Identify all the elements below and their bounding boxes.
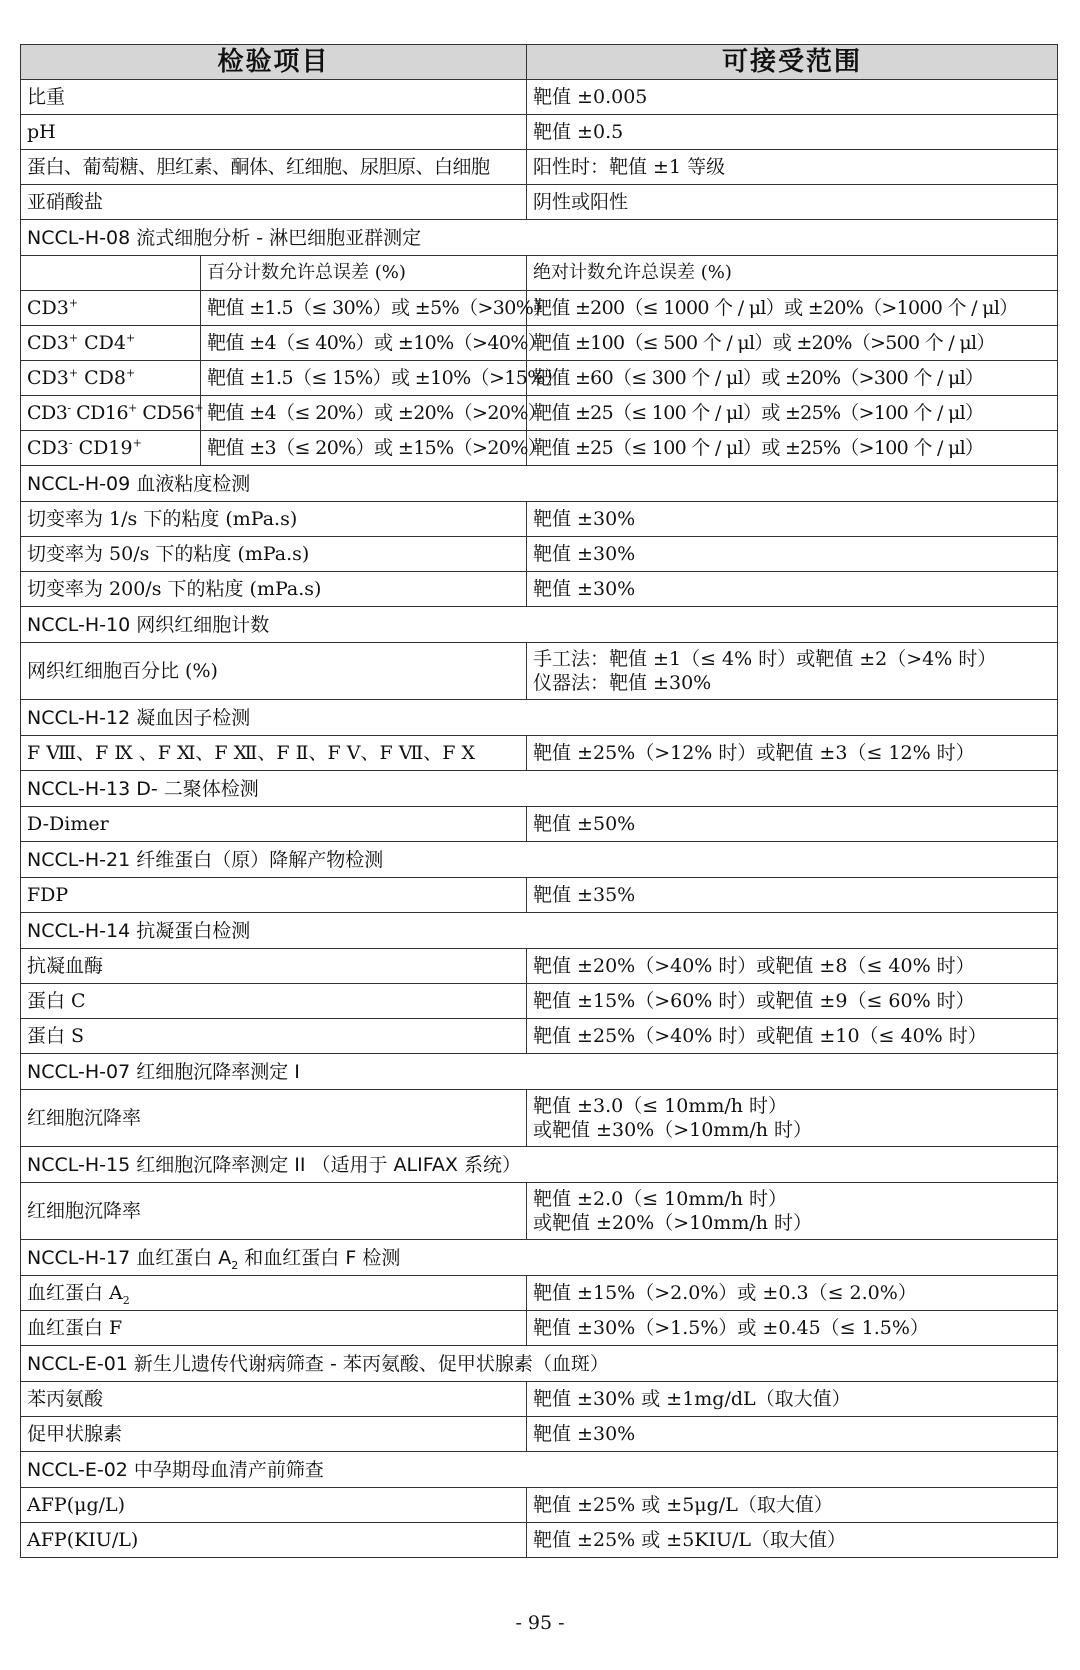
table-row bbox=[21, 502, 1058, 537]
table-row bbox=[21, 291, 1058, 326]
table-row bbox=[21, 1523, 1058, 1558]
absolute-range-cell: 靶值 ±25（≤ 100 个 / μl）或 ±25%（>100 个 / μl） bbox=[527, 431, 1058, 466]
subheader-absolute-error: 绝对计数允许总误差 (%) bbox=[527, 256, 1058, 291]
section-title-h09: NCCL-H-09 血液粘度检测 bbox=[21, 466, 1058, 502]
percent-range-cell: 靶值 ±4（≤ 20%）或 ±20%（>20%） bbox=[201, 396, 527, 431]
table-row bbox=[21, 1382, 1058, 1417]
acceptance-range-table bbox=[20, 44, 1058, 1558]
item-cell: pH bbox=[21, 115, 527, 150]
section-title-row bbox=[21, 1346, 1058, 1382]
marker-cell: CD3- CD19+ bbox=[21, 431, 201, 466]
item-cell: 血红蛋白 F bbox=[21, 1311, 527, 1346]
section-title-row bbox=[21, 607, 1058, 643]
section-title-h10: NCCL-H-10 网织红细胞计数 bbox=[21, 607, 1058, 643]
section-title-e02: NCCL-E-02 中孕期母血清产前筛查 bbox=[21, 1452, 1058, 1488]
item-cell: 蛋白 S bbox=[21, 1019, 527, 1054]
item-cell: 红细胞沉降率 bbox=[21, 1183, 527, 1240]
subheader-percent-error: 百分计数允许总误差 (%) bbox=[201, 256, 527, 291]
section-title-row bbox=[21, 771, 1058, 807]
section-title-h14: NCCL-H-14 抗凝蛋白检测 bbox=[21, 913, 1058, 949]
table-row bbox=[21, 878, 1058, 913]
range-cell bbox=[527, 643, 1058, 700]
item-cell: FDP bbox=[21, 878, 527, 913]
item-cell: 红细胞沉降率 bbox=[21, 1090, 527, 1147]
percent-range-cell: 靶值 ±1.5（≤ 15%）或 ±10%（>15%） bbox=[201, 361, 527, 396]
section-title-row bbox=[21, 700, 1058, 736]
header-test-item: 检验项目 bbox=[21, 45, 527, 80]
table-row bbox=[21, 643, 1058, 700]
table-row bbox=[21, 1488, 1058, 1523]
absolute-range-cell: 靶值 ±200（≤ 1000 个 / μl）或 ±20%（>1000 个 / μl） bbox=[527, 291, 1058, 326]
header-acceptable-range: 可接受范围 bbox=[527, 45, 1058, 80]
range-line: 手工法：靶值 ±1（≤ 4% 时）或靶值 ±2（>4% 时） bbox=[533, 648, 997, 670]
item-cell: AFP(μg/L) bbox=[21, 1488, 527, 1523]
section-title-row bbox=[21, 466, 1058, 502]
range-cell: 靶值 ±15%（>2.0%）或 ±0.3（≤ 2.0%） bbox=[527, 1276, 1058, 1311]
section-title-row bbox=[21, 913, 1058, 949]
section-title-row bbox=[21, 842, 1058, 878]
table-row bbox=[21, 572, 1058, 607]
section-title-h07: NCCL-H-07 红细胞沉降率测定 I bbox=[21, 1054, 1058, 1090]
table-row bbox=[21, 1090, 1058, 1147]
item-cell: 亚硝酸盐 bbox=[21, 185, 527, 220]
percent-range-cell: 靶值 ±4（≤ 40%）或 ±10%（>40%） bbox=[201, 326, 527, 361]
range-cell: 靶值 ±30% 或 ±1mg/dL（取大值） bbox=[527, 1382, 1058, 1417]
range-cell: 靶值 ±35% bbox=[527, 878, 1058, 913]
range-cell: 靶值 ±0.5 bbox=[527, 115, 1058, 150]
range-line: 靶值 ±2.0（≤ 10mm/h 时） bbox=[533, 1188, 788, 1210]
section-title-h08: NCCL-H-08 流式细胞分析 - 淋巴细胞亚群测定 bbox=[21, 220, 1058, 256]
range-cell: 靶值 ±25%（>40% 时）或靶值 ±10（≤ 40% 时） bbox=[527, 1019, 1058, 1054]
absolute-range-cell: 靶值 ±100（≤ 500 个 / μl）或 ±20%（>500 个 / μl） bbox=[527, 326, 1058, 361]
item-cell: 网织红细胞百分比 (%) bbox=[21, 643, 527, 700]
range-cell: 靶值 ±30% bbox=[527, 537, 1058, 572]
empty-cell bbox=[21, 256, 201, 291]
range-line: 或靶值 ±30%（>10mm/h 时） bbox=[533, 1119, 813, 1141]
table-row bbox=[21, 1417, 1058, 1452]
percent-range-cell: 靶值 ±1.5（≤ 30%）或 ±5%（>30%） bbox=[201, 291, 527, 326]
item-cell: 比重 bbox=[21, 80, 527, 115]
item-cell: F Ⅷ、F Ⅸ 、F Ⅺ、F Ⅻ、F Ⅱ、F Ⅴ、F Ⅶ、F Ⅹ bbox=[21, 736, 527, 771]
range-cell: 靶值 ±30% bbox=[527, 572, 1058, 607]
range-cell: 靶值 ±15%（>60% 时）或靶值 ±9（≤ 60% 时） bbox=[527, 984, 1058, 1019]
table-row bbox=[21, 361, 1058, 396]
absolute-range-cell: 靶值 ±60（≤ 300 个 / μl）或 ±20%（>300 个 / μl） bbox=[527, 361, 1058, 396]
range-line: 仪器法：靶值 ±30% bbox=[533, 672, 712, 694]
item-cell: 切变率为 1/s 下的粘度 (mPa.s) bbox=[21, 502, 527, 537]
range-line: 或靶值 ±20%（>10mm/h 时） bbox=[533, 1212, 813, 1234]
subheader-row bbox=[21, 256, 1058, 291]
range-cell: 靶值 ±30%（>1.5%）或 ±0.45（≤ 1.5%） bbox=[527, 1311, 1058, 1346]
table-row bbox=[21, 1019, 1058, 1054]
section-title-row bbox=[21, 220, 1058, 256]
range-cell: 靶值 ±0.005 bbox=[527, 80, 1058, 115]
marker-cell: CD3+ bbox=[21, 291, 201, 326]
item-cell: D-Dimer bbox=[21, 807, 527, 842]
range-cell bbox=[527, 1183, 1058, 1240]
section-title-h15: NCCL-H-15 红细胞沉降率测定 II （适用于 ALIFAX 系统） bbox=[21, 1147, 1058, 1183]
section-title-h13: NCCL-H-13 D- 二聚体检测 bbox=[21, 771, 1058, 807]
table-header-row bbox=[21, 45, 1058, 80]
marker-cell: CD3+ CD8+ bbox=[21, 361, 201, 396]
range-cell: 靶值 ±30% bbox=[527, 502, 1058, 537]
item-cell: 蛋白 C bbox=[21, 984, 527, 1019]
section-title-h17: NCCL-H-17 血红蛋白 $A_2$ 和血红蛋白 F 检测 bbox=[21, 1240, 1058, 1276]
table-row bbox=[21, 736, 1058, 771]
table-row bbox=[21, 115, 1058, 150]
table-row bbox=[21, 949, 1058, 984]
range-cell: 靶值 ±50% bbox=[527, 807, 1058, 842]
range-line: 靶值 ±3.0（≤ 10mm/h 时） bbox=[533, 1095, 788, 1117]
section-title-h12: NCCL-H-12 凝血因子检测 bbox=[21, 700, 1058, 736]
table-row bbox=[21, 431, 1058, 466]
page-number: - 95 - bbox=[515, 1612, 565, 1634]
item-cell: 血红蛋白 $A_2$ bbox=[21, 1276, 527, 1311]
section-title-row bbox=[21, 1054, 1058, 1090]
item-cell: 苯丙氨酸 bbox=[21, 1382, 527, 1417]
item-cell: 切变率为 50/s 下的粘度 (mPa.s) bbox=[21, 537, 527, 572]
section-title-h21: NCCL-H-21 纤维蛋白（原）降解产物检测 bbox=[21, 842, 1058, 878]
item-cell: 促甲状腺素 bbox=[21, 1417, 527, 1452]
item-cell: AFP(KIU/L) bbox=[21, 1523, 527, 1558]
range-cell bbox=[527, 1090, 1058, 1147]
range-cell: 靶值 ±25% 或 ±5KIU/L（取大值） bbox=[527, 1523, 1058, 1558]
table-row bbox=[21, 150, 1058, 185]
range-cell: 靶值 ±20%（>40% 时）或靶值 ±8（≤ 40% 时） bbox=[527, 949, 1058, 984]
table-row bbox=[21, 396, 1058, 431]
section-title-e01: NCCL-E-01 新生儿遗传代谢病筛查 - 苯丙氨酸、促甲状腺素（血斑） bbox=[21, 1346, 1058, 1382]
item-cell: 切变率为 200/s 下的粘度 (mPa.s) bbox=[21, 572, 527, 607]
table-row bbox=[21, 807, 1058, 842]
section-title-row bbox=[21, 1452, 1058, 1488]
table-row bbox=[21, 537, 1058, 572]
absolute-range-cell: 靶值 ±25（≤ 100 个 / μl）或 ±25%（>100 个 / μl） bbox=[527, 396, 1058, 431]
item-cell: 蛋白、葡萄糖、胆红素、酮体、红细胞、尿胆原、白细胞 bbox=[21, 150, 527, 185]
table-row bbox=[21, 984, 1058, 1019]
table-row bbox=[21, 80, 1058, 115]
item-cell: 抗凝血酶 bbox=[21, 949, 527, 984]
marker-cell: CD3+ CD4+ bbox=[21, 326, 201, 361]
range-cell: 靶值 ±30% bbox=[527, 1417, 1058, 1452]
section-title-row bbox=[21, 1147, 1058, 1183]
acceptance-range-table-container bbox=[20, 44, 1057, 1558]
range-cell: 阴性或阳性 bbox=[527, 185, 1058, 220]
range-cell: 靶值 ±25% 或 ±5μg/L（取大值） bbox=[527, 1488, 1058, 1523]
section-title-row bbox=[21, 1240, 1058, 1276]
marker-cell: CD3- CD16+ CD56+ bbox=[21, 396, 201, 431]
table-row bbox=[21, 1276, 1058, 1311]
table-row bbox=[21, 1183, 1058, 1240]
percent-range-cell: 靶值 ±3（≤ 20%）或 ±15%（>20%） bbox=[201, 431, 527, 466]
table-row bbox=[21, 185, 1058, 220]
range-cell: 靶值 ±25%（>12% 时）或靶值 ±3（≤ 12% 时） bbox=[527, 736, 1058, 771]
range-cell: 阳性时：靶值 ±1 等级 bbox=[527, 150, 1058, 185]
table-row bbox=[21, 326, 1058, 361]
table-row bbox=[21, 1311, 1058, 1346]
